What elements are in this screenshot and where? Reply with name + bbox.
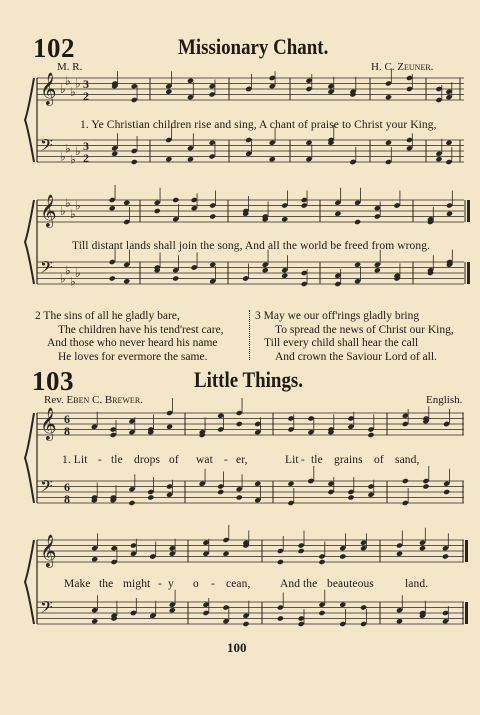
hymn-103-number: 103 [32, 366, 74, 396]
note-head [222, 551, 229, 557]
final-barline [465, 602, 468, 624]
lyric-word: o [193, 578, 199, 590]
flat-sign: ♭ [70, 152, 76, 167]
verse-2-line-2: The children have his tend'rest care, [58, 323, 224, 336]
flat-sign: ♭ [75, 144, 81, 158]
lyric-word: might [123, 578, 151, 590]
verse-2-line-4: He loves for evermore the same. [58, 350, 208, 363]
lyric-word: tle [111, 454, 123, 466]
note-head [298, 548, 305, 554]
time-signature-top: 6 [64, 412, 70, 426]
hymn-102-words-credit: M. R. [57, 61, 83, 73]
lyric-hyphen: - [224, 454, 228, 466]
hymn-102-number: 102 [33, 33, 75, 63]
lyric-word: land. [405, 578, 429, 590]
flat-sign: ♭ [60, 271, 66, 286]
lyric-word: drops [134, 454, 161, 466]
verse-3-line-2: To spread the news of Christ our King, [275, 323, 454, 336]
treble-clef: 𝄞 [40, 534, 57, 567]
verse-2-line-3: And those who never heard his name [47, 337, 218, 350]
bass-clef: 𝄢 [40, 257, 53, 281]
time-signature-bottom: 8 [64, 492, 70, 506]
hymn-102-music-credit: H. C. Zeuner. [371, 61, 434, 73]
verse-2-line-1: 2 The sins of all he gladly bare, [35, 310, 180, 322]
hymn-102-lyric-line-2: Till distant lands shall join the song, And all the world be freed from wrong. [72, 240, 431, 252]
lyric-word: And [280, 578, 301, 590]
hymn-102-title: Missionary Chant. [178, 34, 329, 59]
note-head [91, 556, 98, 562]
lyric-word: y [168, 578, 174, 590]
lyric-hyphen: - [158, 578, 162, 590]
note-head [339, 602, 346, 608]
lyric-word: tle [311, 454, 323, 466]
note-head [318, 610, 325, 616]
note-head [339, 553, 346, 559]
flat-sign: ♭ [65, 195, 71, 210]
bass-clef: 𝄢 [40, 597, 53, 621]
flat-sign: ♭ [65, 263, 71, 278]
treble-clef: 𝄞 [40, 72, 57, 105]
lyric-word: of [169, 454, 179, 466]
note-head [242, 621, 249, 627]
note-head [318, 559, 325, 565]
time-signature-bottom: 2 [83, 151, 89, 165]
lyric-word: sand, [395, 454, 420, 466]
verse-3-line-4: And crown the Saviour Lord of all. [275, 350, 437, 363]
verse-3-line-1: 3 May we our off'rings gladly bring [255, 310, 420, 322]
time-signature-top: 3 [83, 77, 89, 91]
flat-sign: ♭ [60, 149, 66, 164]
note-head [396, 618, 403, 624]
page-number: 100 [227, 640, 247, 655]
hymn-103-music-credit: English. [426, 394, 463, 406]
flat-sign: ♭ [60, 204, 66, 218]
lyric-word: 1. Lit [62, 454, 88, 466]
hymn-103-title: Little Things. [194, 367, 304, 392]
flat-sign: ♭ [75, 266, 81, 280]
lyric-hyphen: - [211, 578, 215, 590]
note-head [91, 618, 98, 624]
lyric-word: Lit [285, 454, 299, 466]
note-head [169, 607, 176, 613]
bass-clef: 𝄢 [40, 135, 53, 159]
note-head [396, 551, 403, 557]
verse-3-line-3: Till every child shall hear the call [264, 337, 419, 350]
time-signature-top: 3 [83, 139, 89, 153]
lyric-word: of [374, 454, 384, 466]
final-barline [465, 540, 468, 562]
flat-sign: ♭ [60, 82, 66, 96]
note-head [419, 545, 426, 551]
hymn-102-lyric-line-1: 1. Ye Christian children rise and sing, A chant of praise to Christ your King, [80, 119, 437, 131]
flat-sign: ♭ [70, 84, 76, 99]
flat-sign: ♭ [75, 198, 81, 213]
flat-sign: ♭ [75, 76, 81, 91]
words-credit-name: Eben C. Brewer. [66, 394, 143, 406]
treble-clef: 𝄞 [40, 407, 57, 440]
time-signature-bottom: 8 [64, 424, 70, 438]
lyric-word: er, [236, 454, 248, 466]
lyric-word: Make [64, 578, 91, 590]
hymn-103-lyric-line-2 [0, 578, 480, 594]
lyric-word: the [303, 578, 318, 590]
flat-sign: ♭ [65, 73, 71, 88]
note-head [277, 559, 284, 565]
flat-sign: ♭ [70, 206, 76, 221]
lyric-word: beauteous [327, 578, 374, 590]
note-head [442, 553, 449, 559]
lyric-word: the [99, 578, 114, 590]
flat-sign: ♭ [70, 274, 76, 289]
lyric-hyphen: - [301, 454, 305, 466]
lyric-word: wat [196, 454, 213, 466]
flat-sign: ♭ [65, 141, 71, 156]
time-signature-bottom: 2 [83, 89, 89, 103]
staff-group [25, 525, 468, 627]
words-credit-prefix: Rev. [44, 394, 64, 406]
note-head [277, 615, 284, 621]
time-signature-top: 6 [64, 480, 70, 494]
lyric-hyphen: - [98, 454, 102, 466]
lyric-word: cean, [226, 578, 251, 590]
lyric-word: grains [334, 454, 363, 466]
bass-clef: 𝄢 [40, 476, 53, 500]
treble-clef: 𝄞 [40, 194, 57, 227]
